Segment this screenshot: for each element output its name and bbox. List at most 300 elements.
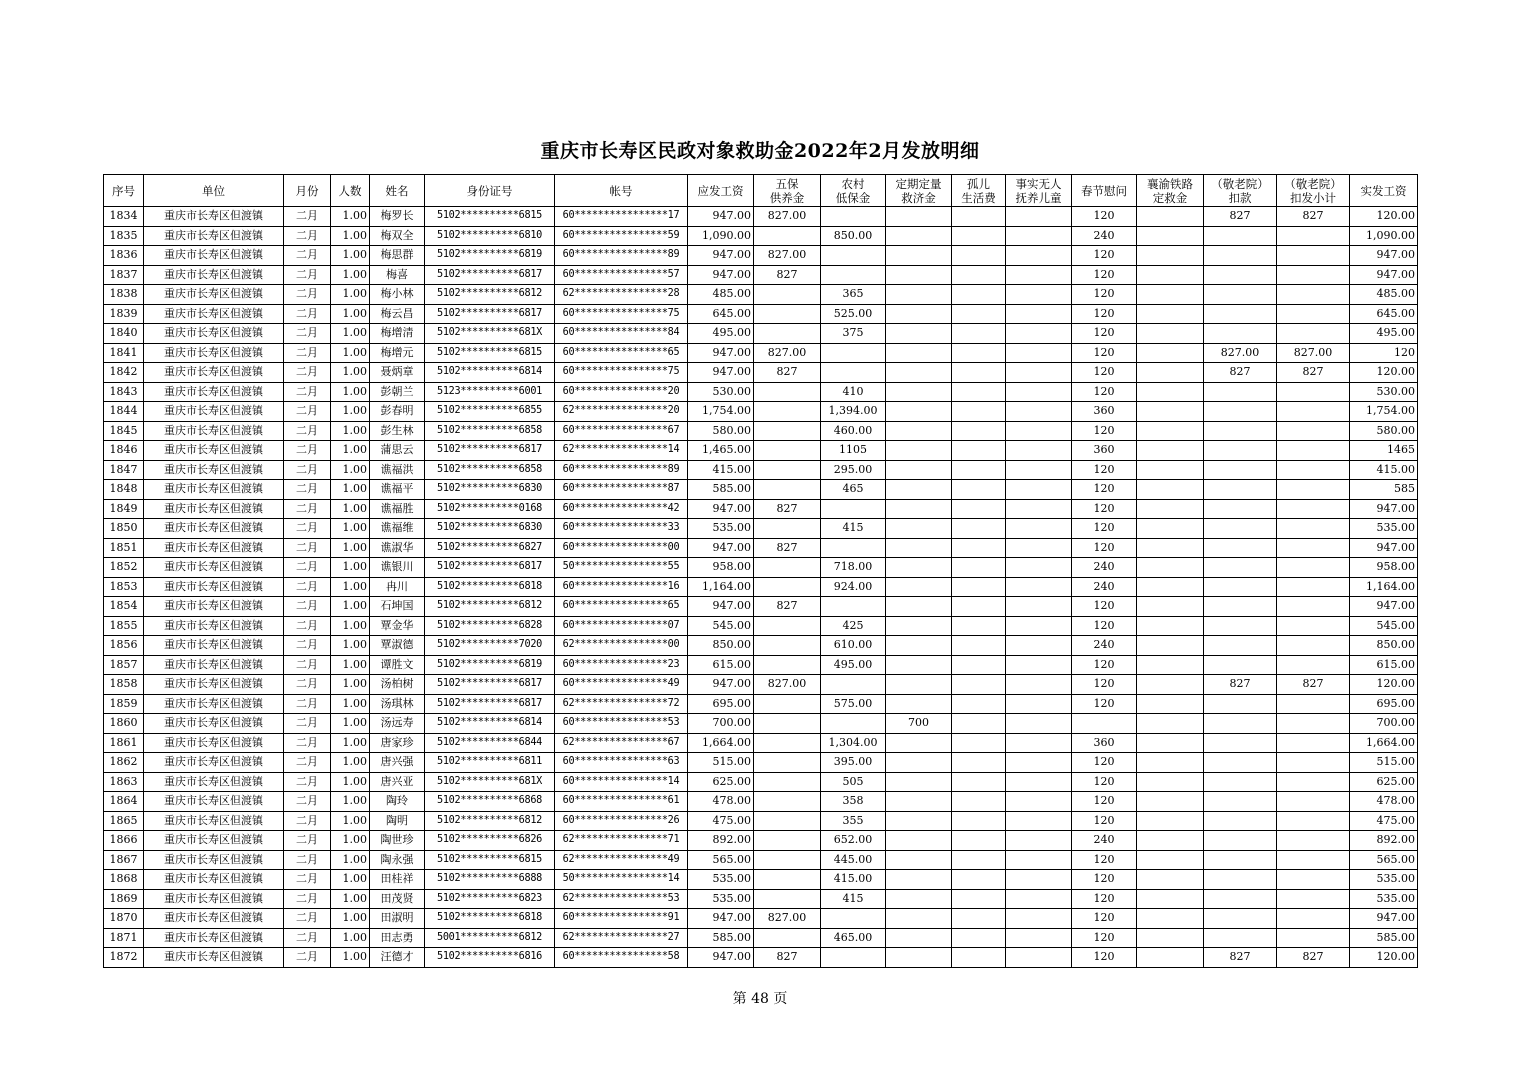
cell-spring-festival: 120 [1072,675,1137,695]
cell-rural-subsistence: 355 [821,811,886,831]
cell-unit: 重庆市长寿区但渡镇 [144,363,284,383]
cell-month: 二月 [284,616,331,636]
cell-unit: 重庆市长寿区但渡镇 [144,889,284,909]
cell-rural-subsistence: 525.00 [821,304,886,324]
cell-spring-festival: 120 [1072,304,1137,324]
cell-spring-festival: 120 [1072,948,1137,968]
cell-gross-pay: 1,090.00 [688,226,754,246]
cell-gross-pay: 947.00 [688,246,754,266]
table-row [104,441,1418,461]
cell-unit: 重庆市长寿区但渡镇 [144,460,284,480]
header-fixed-relief: 定期定量 救济金 [886,175,952,207]
cell-nursing-withheld [1277,577,1350,597]
cell-net-pay: 535.00 [1350,870,1418,890]
cell-net-pay: 535.00 [1350,889,1418,909]
cell-five-guarantee: 827.00 [754,909,821,929]
table-header [104,175,1418,207]
cell-rural-subsistence: 295.00 [821,460,886,480]
cell-name: 汤柏树 [370,675,425,695]
cell-orphan-living [952,889,1006,909]
cell-xiangyu-railway [1137,577,1204,597]
table-row [104,636,1418,656]
cell-xiangyu-railway [1137,597,1204,617]
cell-fixed-relief [886,870,952,890]
cell-rural-subsistence: 395.00 [821,753,886,773]
cell-account: 60****************75 [555,304,688,324]
cell-rural-subsistence: 375 [821,324,886,344]
cell-count: 1.00 [331,831,370,851]
table-row [104,714,1418,734]
cell-fixed-relief [886,577,952,597]
cell-fixed-relief [886,226,952,246]
cell-rural-subsistence: 415 [821,519,886,539]
cell-five-guarantee: 827 [754,265,821,285]
cell-unsupported-child [1006,597,1072,617]
cell-id-number: 5102**********0168 [425,499,555,519]
cell-unit: 重庆市长寿区但渡镇 [144,597,284,617]
cell-nursing-deduction [1204,480,1277,500]
cell-gross-pay: 580.00 [688,421,754,441]
cell-nursing-deduction [1204,246,1277,266]
cell-spring-festival: 120 [1072,850,1137,870]
cell-serial: 1867 [104,850,144,870]
cell-fixed-relief [886,538,952,558]
cell-rural-subsistence: 410 [821,382,886,402]
cell-unsupported-child [1006,246,1072,266]
cell-unsupported-child [1006,831,1072,851]
cell-month: 二月 [284,441,331,461]
cell-xiangyu-railway [1137,636,1204,656]
cell-fixed-relief [886,265,952,285]
cell-id-number: 5102**********6817 [425,265,555,285]
cell-xiangyu-railway [1137,811,1204,831]
cell-account: 60****************61 [555,792,688,812]
cell-nursing-deduction [1204,733,1277,753]
cell-xiangyu-railway [1137,792,1204,812]
cell-fixed-relief [886,304,952,324]
cell-nursing-withheld [1277,811,1350,831]
cell-fixed-relief [886,207,952,227]
cell-name: 梅小林 [370,285,425,305]
cell-gross-pay: 615.00 [688,655,754,675]
cell-unsupported-child [1006,324,1072,344]
cell-count: 1.00 [331,285,370,305]
cell-id-number: 5102**********6817 [425,304,555,324]
header-net-pay: 实发工资 [1350,175,1418,207]
cell-fixed-relief [886,324,952,344]
page-number: 第 48 页 [732,991,788,1007]
table-row [104,733,1418,753]
cell-serial: 1850 [104,519,144,539]
cell-unit: 重庆市长寿区但渡镇 [144,421,284,441]
cell-month: 二月 [284,519,331,539]
cell-spring-festival: 240 [1072,831,1137,851]
cell-net-pay: 495.00 [1350,324,1418,344]
cell-spring-festival: 120 [1072,285,1137,305]
cell-account: 62****************71 [555,831,688,851]
cell-month: 二月 [284,909,331,929]
cell-xiangyu-railway [1137,324,1204,344]
cell-account: 60****************14 [555,772,688,792]
cell-spring-festival: 120 [1072,207,1137,227]
cell-gross-pay: 485.00 [688,285,754,305]
table-row [104,343,1418,363]
cell-net-pay: 947.00 [1350,597,1418,617]
cell-nursing-deduction: 827.00 [1204,343,1277,363]
cell-orphan-living [952,772,1006,792]
cell-xiangyu-railway [1137,733,1204,753]
cell-rural-subsistence: 365 [821,285,886,305]
cell-month: 二月 [284,928,331,948]
cell-id-number: 5102**********6844 [425,733,555,753]
table-row [104,538,1418,558]
cell-nursing-withheld [1277,636,1350,656]
cell-gross-pay: 530.00 [688,382,754,402]
cell-spring-festival: 240 [1072,558,1137,578]
cell-serial: 1855 [104,616,144,636]
cell-spring-festival: 120 [1072,655,1137,675]
cell-xiangyu-railway [1137,207,1204,227]
cell-gross-pay: 947.00 [688,265,754,285]
cell-month: 二月 [284,460,331,480]
cell-gross-pay: 850.00 [688,636,754,656]
cell-rural-subsistence: 358 [821,792,886,812]
table-row [104,226,1418,246]
cell-five-guarantee [754,772,821,792]
cell-nursing-withheld [1277,889,1350,909]
cell-serial: 1854 [104,597,144,617]
cell-orphan-living [952,733,1006,753]
cell-gross-pay: 1,164.00 [688,577,754,597]
cell-nursing-withheld: 827 [1277,363,1350,383]
cell-serial: 1858 [104,675,144,695]
cell-rural-subsistence: 610.00 [821,636,886,656]
cell-rural-subsistence: 1105 [821,441,886,461]
cell-id-number: 5102**********6858 [425,460,555,480]
cell-fixed-relief [886,441,952,461]
cell-spring-festival: 120 [1072,246,1137,266]
cell-nursing-deduction [1204,597,1277,617]
cell-gross-pay: 892.00 [688,831,754,851]
cell-five-guarantee [754,694,821,714]
cell-net-pay: 585.00 [1350,928,1418,948]
cell-gross-pay: 947.00 [688,948,754,968]
cell-net-pay: 415.00 [1350,460,1418,480]
cell-spring-festival: 120 [1072,499,1137,519]
cell-serial: 1863 [104,772,144,792]
cell-name: 石坤国 [370,597,425,617]
cell-rural-subsistence [821,246,886,266]
cell-rural-subsistence: 460.00 [821,421,886,441]
cell-spring-festival: 240 [1072,577,1137,597]
cell-nursing-withheld [1277,538,1350,558]
cell-orphan-living [952,811,1006,831]
cell-rural-subsistence: 652.00 [821,831,886,851]
cell-name: 梅思群 [370,246,425,266]
cell-name: 蒲思云 [370,441,425,461]
cell-five-guarantee [754,226,821,246]
cell-nursing-deduction [1204,285,1277,305]
cell-nursing-deduction [1204,577,1277,597]
cell-fixed-relief [886,675,952,695]
cell-unit: 重庆市长寿区但渡镇 [144,792,284,812]
cell-nursing-withheld [1277,304,1350,324]
cell-serial: 1848 [104,480,144,500]
cell-serial: 1844 [104,402,144,422]
cell-count: 1.00 [331,655,370,675]
cell-unsupported-child [1006,207,1072,227]
cell-nursing-withheld [1277,928,1350,948]
cell-unsupported-child [1006,850,1072,870]
cell-gross-pay: 545.00 [688,616,754,636]
cell-nursing-withheld [1277,421,1350,441]
cell-count: 1.00 [331,948,370,968]
cell-five-guarantee: 827.00 [754,246,821,266]
cell-net-pay: 947.00 [1350,909,1418,929]
cell-spring-festival: 120 [1072,772,1137,792]
cell-unsupported-child [1006,714,1072,734]
cell-count: 1.00 [331,421,370,441]
cell-orphan-living [952,792,1006,812]
cell-orphan-living [952,831,1006,851]
cell-unsupported-child [1006,772,1072,792]
cell-fixed-relief [886,519,952,539]
cell-count: 1.00 [331,733,370,753]
cell-net-pay: 947.00 [1350,499,1418,519]
cell-gross-pay: 1,465.00 [688,441,754,461]
table-row [104,928,1418,948]
cell-net-pay: 947.00 [1350,538,1418,558]
cell-net-pay: 700.00 [1350,714,1418,734]
table-row [104,246,1418,266]
cell-net-pay: 695.00 [1350,694,1418,714]
cell-id-number: 5102**********6858 [425,421,555,441]
cell-count: 1.00 [331,304,370,324]
cell-account: 60****************58 [555,948,688,968]
cell-five-guarantee [754,636,821,656]
cell-spring-festival: 120 [1072,363,1137,383]
cell-month: 二月 [284,948,331,968]
cell-count: 1.00 [331,616,370,636]
cell-unsupported-child [1006,733,1072,753]
cell-account: 60****************33 [555,519,688,539]
cell-serial: 1871 [104,928,144,948]
cell-spring-festival: 120 [1072,460,1137,480]
cell-id-number: 5102**********6812 [425,285,555,305]
table-row [104,870,1418,890]
cell-month: 二月 [284,850,331,870]
cell-unsupported-child [1006,811,1072,831]
cell-nursing-deduction [1204,870,1277,890]
cell-nursing-withheld [1277,792,1350,812]
cell-orphan-living [952,597,1006,617]
cell-unsupported-child [1006,226,1072,246]
cell-account: 62****************14 [555,441,688,461]
cell-net-pay: 892.00 [1350,831,1418,851]
cell-serial: 1870 [104,909,144,929]
cell-fixed-relief [886,597,952,617]
cell-nursing-withheld [1277,772,1350,792]
header-account: 帐号 [555,175,688,207]
cell-spring-festival: 120 [1072,694,1137,714]
cell-id-number: 5102**********6827 [425,538,555,558]
cell-count: 1.00 [331,850,370,870]
cell-month: 二月 [284,655,331,675]
cell-month: 二月 [284,421,331,441]
cell-month: 二月 [284,226,331,246]
cell-unit: 重庆市长寿区但渡镇 [144,753,284,773]
cell-id-number: 5102**********6812 [425,811,555,831]
cell-account: 60****************57 [555,265,688,285]
cell-nursing-deduction [1204,402,1277,422]
table-row [104,382,1418,402]
cell-name: 谯银川 [370,558,425,578]
cell-id-number: 5102**********6816 [425,948,555,968]
cell-month: 二月 [284,363,331,383]
cell-count: 1.00 [331,772,370,792]
cell-rural-subsistence [821,948,886,968]
table-row [104,519,1418,539]
cell-nursing-withheld [1277,909,1350,929]
cell-gross-pay: 947.00 [688,675,754,695]
cell-month: 二月 [284,675,331,695]
cell-gross-pay: 415.00 [688,460,754,480]
header-unsupported-child: 事实无人 抚养儿童 [1006,175,1072,207]
cell-xiangyu-railway [1137,753,1204,773]
cell-nursing-deduction [1204,304,1277,324]
cell-name: 田茂贤 [370,889,425,909]
cell-spring-festival: 360 [1072,733,1137,753]
cell-unit: 重庆市长寿区但渡镇 [144,870,284,890]
cell-month: 二月 [284,538,331,558]
cell-unsupported-child [1006,558,1072,578]
cell-five-guarantee [754,733,821,753]
cell-name: 谯福平 [370,480,425,500]
cell-id-number: 5102**********6818 [425,909,555,929]
header-nursing-deduction: （敬老院） 扣款 [1204,175,1277,207]
cell-five-guarantee [754,616,821,636]
cell-serial: 1841 [104,343,144,363]
cell-count: 1.00 [331,460,370,480]
cell-account: 60****************89 [555,246,688,266]
cell-orphan-living [952,499,1006,519]
cell-nursing-deduction [1204,519,1277,539]
cell-nursing-deduction [1204,714,1277,734]
cell-name: 梅增清 [370,324,425,344]
cell-nursing-withheld [1277,402,1350,422]
cell-orphan-living [952,402,1006,422]
cell-xiangyu-railway [1137,889,1204,909]
cell-orphan-living [952,850,1006,870]
cell-orphan-living [952,460,1006,480]
cell-count: 1.00 [331,519,370,539]
cell-orphan-living [952,616,1006,636]
cell-account: 62****************28 [555,285,688,305]
cell-orphan-living [952,694,1006,714]
cell-xiangyu-railway [1137,714,1204,734]
cell-gross-pay: 947.00 [688,343,754,363]
cell-name: 覃淑德 [370,636,425,656]
cell-nursing-withheld [1277,733,1350,753]
cell-fixed-relief [886,831,952,851]
cell-unsupported-child [1006,441,1072,461]
cell-id-number: 5102**********6830 [425,480,555,500]
cell-serial: 1851 [104,538,144,558]
cell-fixed-relief [886,928,952,948]
cell-name: 田桂祥 [370,870,425,890]
cell-unsupported-child [1006,948,1072,968]
cell-net-pay: 615.00 [1350,655,1418,675]
cell-serial: 1856 [104,636,144,656]
cell-id-number: 5102**********6815 [425,343,555,363]
cell-serial: 1860 [104,714,144,734]
cell-name: 梅罗长 [370,207,425,227]
cell-count: 1.00 [331,480,370,500]
cell-serial: 1834 [104,207,144,227]
cell-fixed-relief [886,850,952,870]
cell-gross-pay: 947.00 [688,597,754,617]
cell-orphan-living [952,948,1006,968]
cell-rural-subsistence: 1,304.00 [821,733,886,753]
cell-rural-subsistence [821,343,886,363]
cell-account: 62****************49 [555,850,688,870]
cell-spring-festival: 120 [1072,792,1137,812]
cell-month: 二月 [284,382,331,402]
cell-rural-subsistence: 465 [821,480,886,500]
cell-month: 二月 [284,753,331,773]
cell-nursing-withheld: 827.00 [1277,343,1350,363]
cell-name: 唐家珍 [370,733,425,753]
cell-id-number: 5102**********6815 [425,207,555,227]
cell-spring-festival [1072,714,1137,734]
cell-id-number: 5102**********6810 [425,226,555,246]
cell-orphan-living [952,928,1006,948]
cell-month: 二月 [284,402,331,422]
cell-account: 62****************00 [555,636,688,656]
cell-month: 二月 [284,499,331,519]
cell-name: 彭生林 [370,421,425,441]
cell-unit: 重庆市长寿区但渡镇 [144,402,284,422]
cell-spring-festival: 120 [1072,324,1137,344]
cell-net-pay: 475.00 [1350,811,1418,831]
cell-account: 60****************49 [555,675,688,695]
cell-spring-festival: 120 [1072,616,1137,636]
cell-five-guarantee [754,577,821,597]
cell-unsupported-child [1006,577,1072,597]
cell-xiangyu-railway [1137,499,1204,519]
table-row [104,850,1418,870]
cell-five-guarantee: 827 [754,538,821,558]
cell-spring-festival: 120 [1072,889,1137,909]
table-row [104,694,1418,714]
cell-orphan-living [952,382,1006,402]
cell-nursing-deduction [1204,909,1277,929]
cell-net-pay: 530.00 [1350,382,1418,402]
cell-account: 62****************67 [555,733,688,753]
cell-nursing-withheld [1277,499,1350,519]
cell-fixed-relief [886,636,952,656]
cell-unit: 重庆市长寿区但渡镇 [144,519,284,539]
cell-name: 聂炳章 [370,363,425,383]
cell-net-pay: 1,664.00 [1350,733,1418,753]
cell-count: 1.00 [331,909,370,929]
cell-count: 1.00 [331,402,370,422]
header-nursing-withheld: （敬老院） 扣发小计 [1277,175,1350,207]
cell-serial: 1862 [104,753,144,773]
cell-count: 1.00 [331,928,370,948]
cell-serial: 1843 [104,382,144,402]
header-id-number: 身份证号 [425,175,555,207]
